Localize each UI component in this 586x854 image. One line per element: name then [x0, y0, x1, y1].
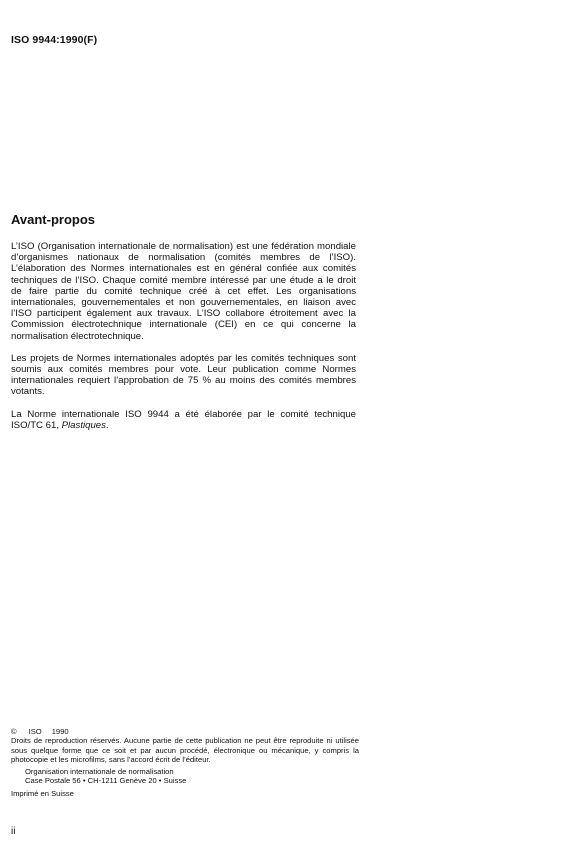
copyright-icon: © [11, 727, 17, 736]
copyright-footer [11, 727, 359, 798]
page-number: ii [11, 826, 16, 837]
paragraph-committee [11, 409, 356, 431]
org-name: Organisation internationale de normalisation [25, 767, 174, 777]
rights-statement: Droits de reproduction réservés. Aucune partie de cette publication ne peut être reproduite ni utilisée sous quelque forme que ce soit et par aucun procédé, électronique ou mécanique, y compris la photocopie et les microfilms, sans l’accord écrit de l’éditeur. [11, 736, 359, 764]
committee-name: Plastiques [61, 419, 106, 431]
copyright-line [11, 727, 359, 736]
section-title: Avant-propos [11, 212, 96, 227]
committee-text: La Norme internationale ISO 9944 a été élaborée par le comité technique ISO/TC 61, [11, 408, 356, 431]
document-id: ISO 9944:1990(F) [11, 34, 98, 46]
copyright-org: ISO [28, 727, 42, 736]
postal-address: Case Postale 56 • CH-1211 Genève 20 • Suisse [25, 776, 187, 786]
foreword-body [11, 241, 356, 442]
printed-in: Imprimé en Suisse [11, 788, 74, 798]
paragraph-iso-intro: L’ISO (Organisation internationale de normalisation) est une fédération mondiale d’organismes nationaux de normalisation (comités membres de l’ISO). L’élaboration des Normes internationales est en général confiée aux comités techniques de l’ISO. Chaque comité membre intéressé par une étude a le droit de faire partie du comité technique créé à cet effet. Les organisations internationales, gouvernementales et non gouvernementales, en liaison avec l’ISO participent également aux travaux. L’ISO collabore étroitement avec la Commission électrotechnique internationale (CEI) en ce qui concerne la normalisation électrotechnique. [11, 241, 356, 342]
committee-end: . [105, 419, 109, 431]
copyright-year: 1990 [51, 727, 69, 736]
paragraph-voting: Les projets de Normes internationales adoptés par les comités techniques sont soumis aux comités membres pour vote. Leur publication comme Normes internationales requiert l’approbation de 75 % au moins des comités membres votants. [11, 352, 356, 398]
publisher-address [11, 767, 359, 786]
